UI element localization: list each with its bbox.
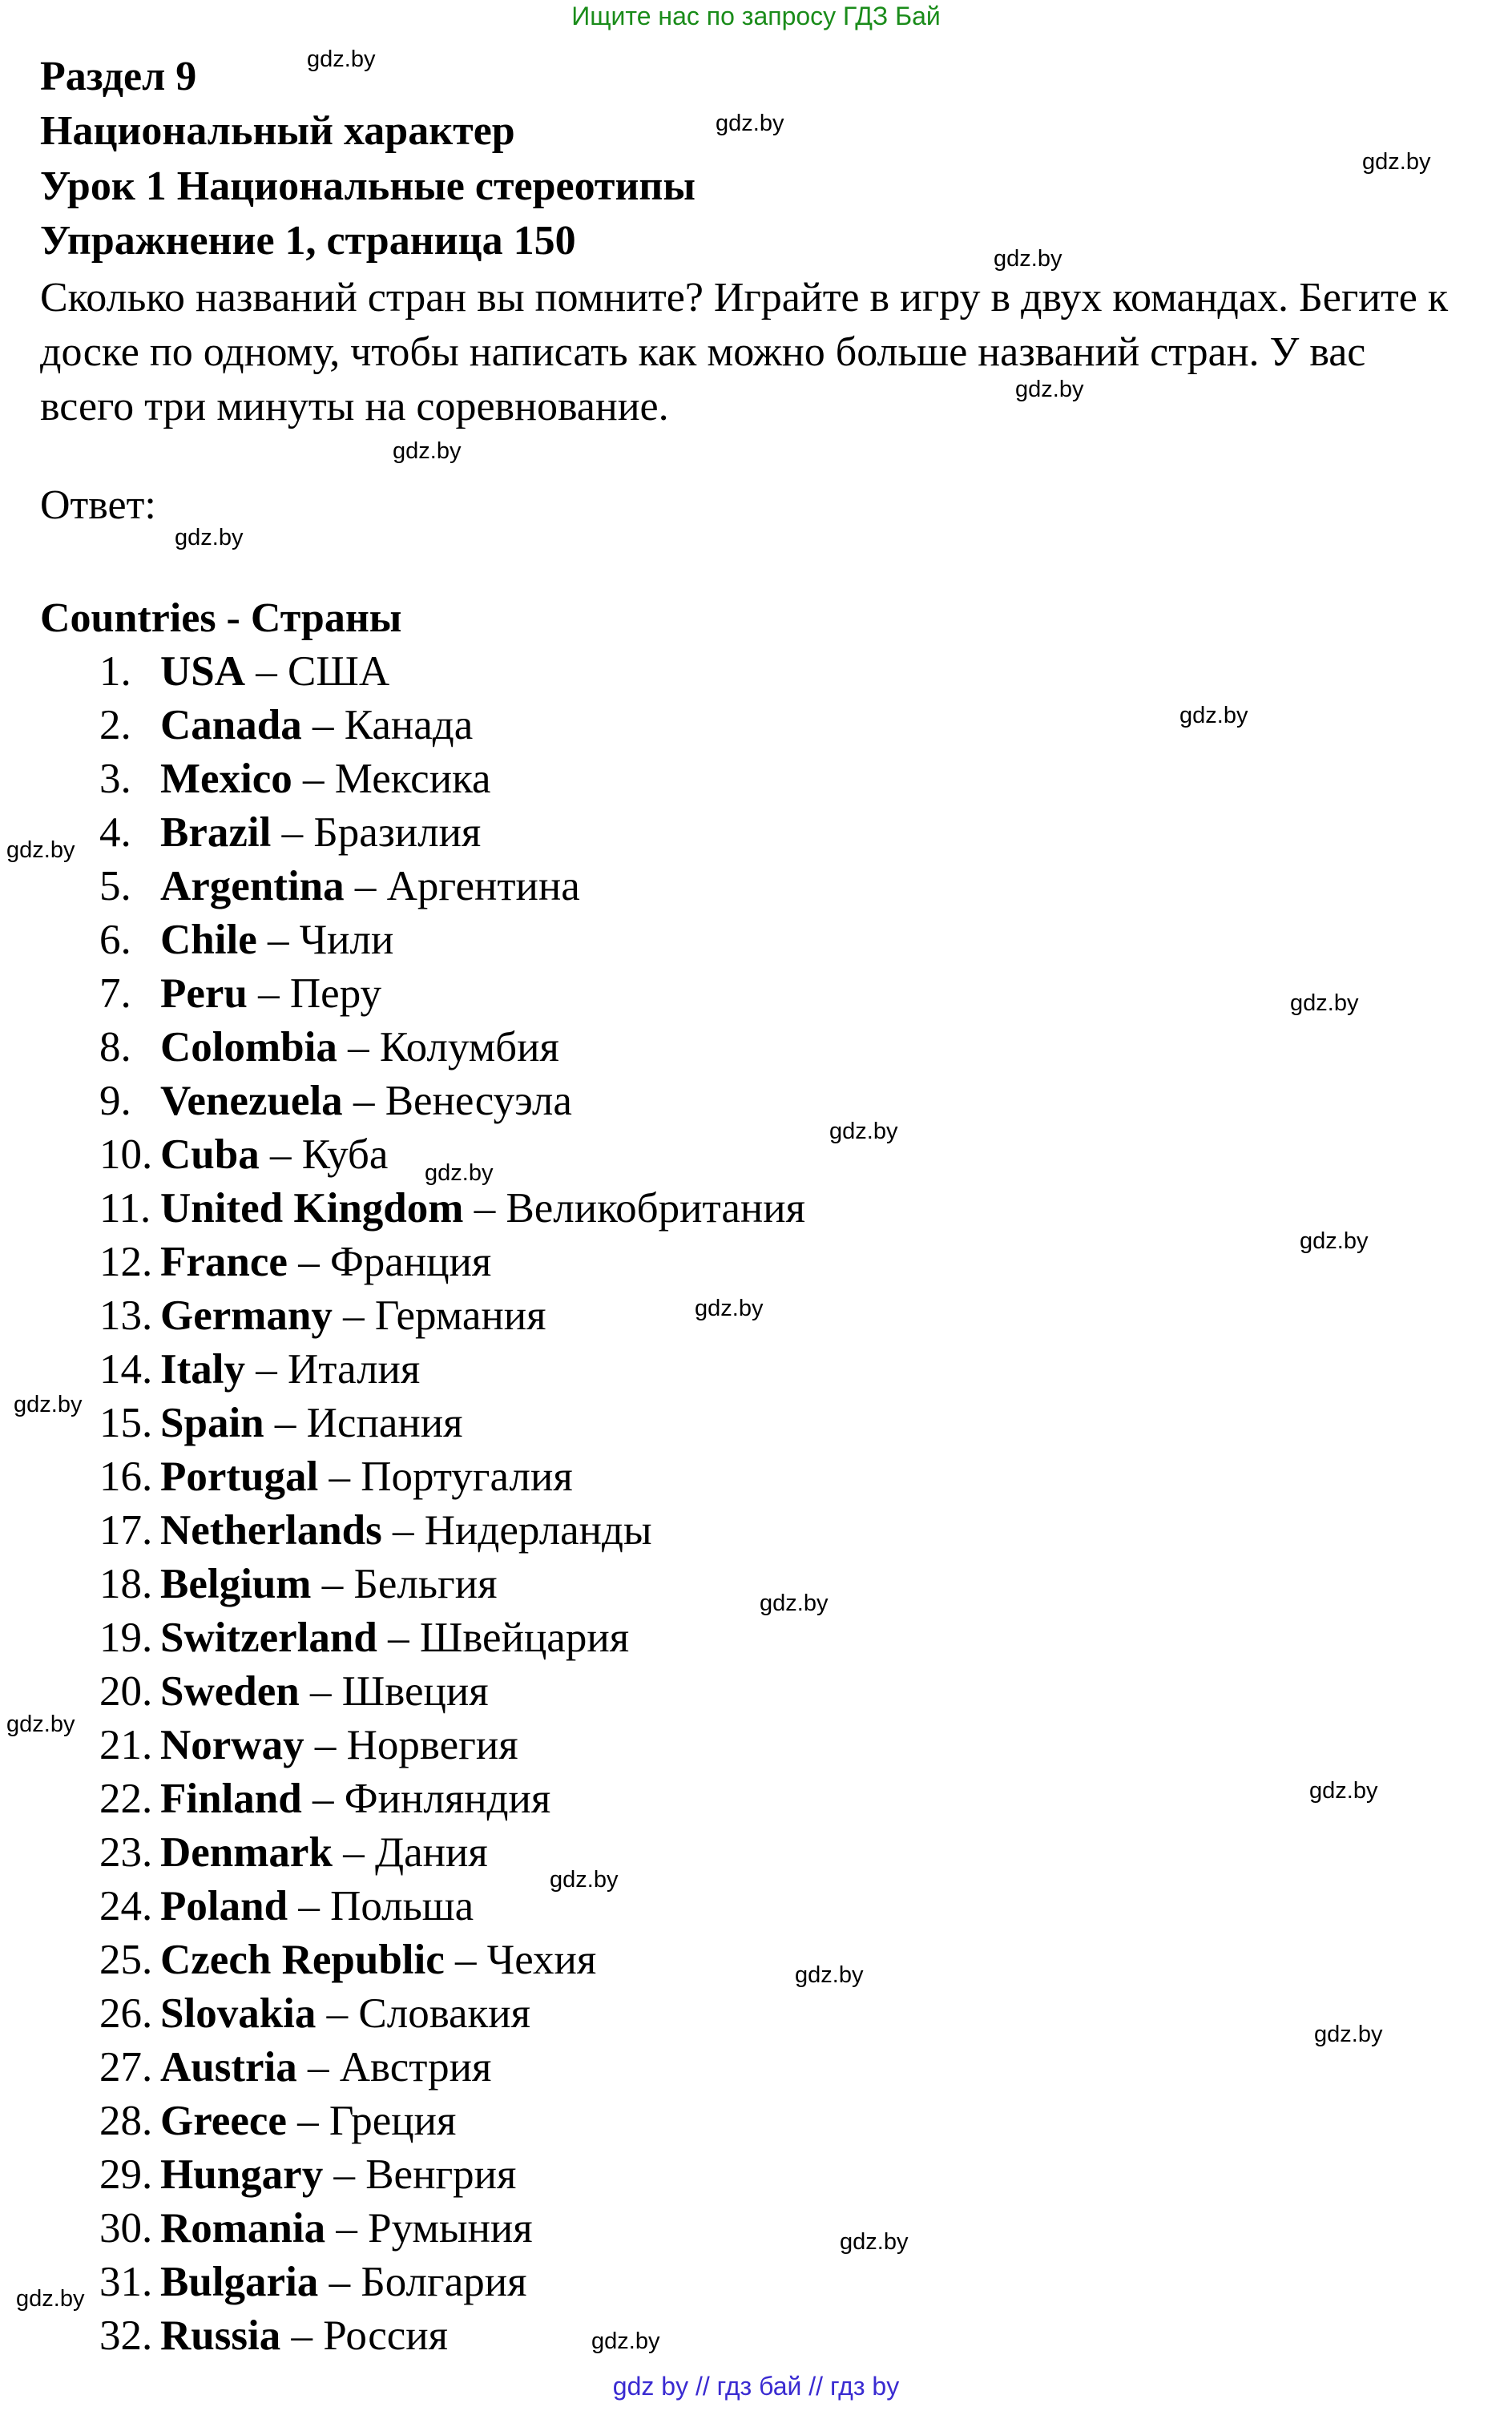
item-number: 7.: [99, 970, 131, 1017]
item-text: [160, 806, 481, 860]
country-english: Germany: [160, 1292, 333, 1339]
item-text: [160, 1933, 596, 1987]
footer-links[interactable]: gdz by // гдз бай // гдз by: [612, 2372, 900, 2401]
item-text: [160, 1719, 518, 1772]
dash-separator: –: [377, 1615, 420, 1661]
item-number: 10.: [99, 1131, 153, 1178]
watermark: gdz.by: [1015, 377, 1084, 402]
watermark: gdz.by: [760, 1591, 829, 1616]
country-russian: Чехия: [486, 1937, 597, 1983]
dash-separator: –: [344, 863, 387, 909]
item-number: 29.: [99, 2151, 153, 2198]
country-russian: Германия: [374, 1292, 546, 1339]
item-text: [160, 913, 393, 967]
item-text: [160, 2202, 533, 2256]
item-number: 20.: [99, 1668, 153, 1715]
item-number: 28.: [99, 2098, 153, 2144]
country-russian: Франция: [329, 1239, 492, 1285]
item-text: [160, 1397, 462, 1450]
top-banner-link[interactable]: Ищите нас по запросу ГДЗ Бай: [571, 2, 941, 30]
item-text: [160, 967, 381, 1021]
item-text: [160, 752, 491, 806]
country-english: Venezuela: [160, 1078, 343, 1124]
item-number: 16.: [99, 1453, 153, 1500]
country-russian: Аргентина: [386, 863, 580, 909]
country-russian: Норвегия: [346, 1722, 518, 1768]
dash-separator: –: [247, 970, 290, 1017]
watermark: gdz.by: [1179, 703, 1248, 728]
country-russian: Великобритания: [506, 1185, 805, 1232]
country-russian: Греция: [329, 2098, 457, 2144]
item-number: 9.: [99, 1078, 131, 1124]
country-english: Greece: [160, 2098, 287, 2144]
dash-separator: –: [299, 1668, 342, 1715]
country-english: Sweden: [160, 1668, 300, 1715]
item-text: [160, 860, 580, 913]
country-russian: США: [288, 648, 390, 695]
country-russian: Швеция: [341, 1668, 489, 1715]
country-english: Romania: [160, 2205, 326, 2252]
item-number: 27.: [99, 2044, 153, 2090]
country-english: Spain: [160, 1400, 264, 1446]
item-text: [160, 1558, 498, 1611]
watermark: gdz.by: [829, 1119, 898, 1144]
country-russian: Канада: [344, 702, 474, 748]
item-text: [160, 1289, 546, 1343]
watermark: gdz.by: [307, 46, 376, 72]
country-english: Argentina: [160, 863, 345, 909]
dash-separator: –: [280, 2312, 324, 2359]
watermark: gdz.by: [716, 111, 784, 136]
country-english: Hungary: [160, 2151, 324, 2198]
country-english: Chile: [160, 917, 257, 963]
country-english: United Kingdom: [160, 1185, 464, 1232]
dash-separator: –: [245, 1346, 288, 1393]
dash-separator: –: [316, 1990, 359, 2037]
dash-separator: –: [325, 2205, 369, 2252]
item-number: 4.: [99, 809, 131, 856]
country-russian: Венесуэла: [385, 1078, 572, 1124]
item-text: [160, 1343, 420, 1397]
dash-separator: –: [318, 1453, 361, 1500]
item-text: [160, 1074, 572, 1128]
country-english: Russia: [160, 2312, 281, 2359]
watermark: gdz.by: [1362, 149, 1431, 175]
country-english: Norway: [160, 1722, 304, 1768]
item-text: [160, 1450, 573, 1504]
country-russian: Финляндия: [344, 1776, 551, 1822]
item-text: [160, 699, 473, 752]
item-number: 2.: [99, 702, 131, 748]
country-russian: Нидерланды: [424, 1507, 652, 1554]
country-english: Brazil: [160, 809, 272, 856]
item-text: [160, 1826, 488, 1880]
dash-separator: –: [332, 1292, 375, 1339]
dash-separator: –: [323, 2151, 366, 2198]
country-english: Portugal: [160, 1453, 319, 1500]
country-russian: Польша: [330, 1883, 474, 1929]
countries-title: Countries - Страны: [40, 595, 402, 641]
item-text: [160, 1880, 474, 1933]
item-number: 1.: [99, 648, 131, 695]
dash-separator: –: [287, 1239, 330, 1285]
watermark: gdz.by: [591, 2328, 660, 2354]
dash-separator: –: [296, 2044, 340, 2090]
watermark: gdz.by: [6, 837, 75, 863]
item-number: 12.: [99, 1239, 153, 1285]
country-russian: Перу: [289, 970, 382, 1017]
dash-separator: –: [301, 702, 345, 748]
item-text: [160, 2309, 448, 2363]
country-russian: Россия: [323, 2312, 448, 2359]
country-english: Slovakia: [160, 1990, 317, 2037]
country-english: Colombia: [160, 1024, 337, 1070]
item-text: [160, 1611, 629, 1665]
item-text: [160, 2148, 516, 2202]
dash-separator: –: [301, 1776, 345, 1822]
dash-separator: –: [332, 1829, 375, 1876]
country-english: Mexico: [160, 756, 292, 802]
watermark: gdz.by: [795, 1962, 864, 1988]
dash-separator: –: [256, 917, 300, 963]
dash-separator: –: [304, 1722, 347, 1768]
watermark: gdz.by: [425, 1160, 494, 1186]
country-russian: Словакия: [358, 1990, 531, 2037]
watermark: gdz.by: [994, 246, 1062, 272]
country-russian: Колумбия: [379, 1024, 559, 1070]
item-text: [160, 1504, 652, 1558]
country-english: Switzerland: [160, 1615, 377, 1661]
country-russian: Венгрия: [365, 2151, 517, 2198]
dash-separator: –: [259, 1131, 302, 1178]
country-english: Czech Republic: [160, 1937, 445, 1983]
country-russian: Бразилия: [313, 809, 482, 856]
item-number: 18.: [99, 1561, 153, 1607]
country-russian: Италия: [288, 1346, 421, 1393]
country-russian: Испания: [306, 1400, 463, 1446]
dash-separator: –: [245, 648, 288, 695]
item-number: 13.: [99, 1292, 153, 1339]
watermark: gdz.by: [695, 1296, 764, 1321]
dash-separator: –: [337, 1024, 380, 1070]
item-number: 25.: [99, 1937, 153, 1983]
country-russian: Дания: [374, 1829, 488, 1876]
watermark: gdz.by: [550, 1867, 619, 1893]
watermark: gdz.by: [14, 1392, 83, 1417]
watermark: gdz.by: [175, 525, 244, 550]
item-text: [160, 2095, 456, 2148]
country-russian: Швейцария: [419, 1615, 630, 1661]
item-number: 15.: [99, 1400, 153, 1446]
item-text: [160, 1021, 559, 1074]
dash-separator: –: [292, 756, 335, 802]
item-number: 14.: [99, 1346, 153, 1393]
item-text: [160, 1665, 489, 1719]
item-number: 8.: [99, 1024, 131, 1070]
exercise-heading: Упражнение 1, страница 150: [40, 218, 576, 264]
country-russian: Болгария: [361, 2259, 527, 2305]
dash-separator: –: [444, 1937, 487, 1983]
item-text: [160, 1987, 530, 2041]
item-number: 32.: [99, 2312, 153, 2359]
item-number: 31.: [99, 2259, 153, 2305]
item-number: 21.: [99, 1722, 153, 1768]
country-english: Peru: [160, 970, 248, 1017]
dash-separator: –: [288, 1883, 331, 1929]
country-english: USA: [160, 648, 246, 695]
item-text: [160, 2041, 491, 2095]
country-russian: Португалия: [361, 1453, 573, 1500]
country-english: Finland: [160, 1776, 302, 1822]
item-text: [160, 645, 389, 699]
dash-separator: –: [318, 2259, 361, 2305]
item-text: [160, 1182, 805, 1236]
item-number: 6.: [99, 917, 131, 963]
dash-separator: –: [271, 809, 314, 856]
lesson-heading: Урок 1 Национальные стереотипы: [40, 163, 696, 209]
item-number: 30.: [99, 2205, 153, 2252]
item-text: [160, 1128, 388, 1182]
watermark: gdz.by: [393, 438, 462, 464]
item-number: 22.: [99, 1776, 153, 1822]
country-english: Poland: [160, 1883, 288, 1929]
item-number: 19.: [99, 1615, 153, 1661]
country-russian: Чили: [299, 917, 394, 963]
dash-separator: –: [463, 1185, 506, 1232]
country-russian: Австрия: [339, 2044, 492, 2090]
item-number: 5.: [99, 863, 131, 909]
country-english: Italy: [160, 1346, 245, 1393]
country-english: France: [160, 1239, 288, 1285]
country-english: Denmark: [160, 1829, 333, 1876]
item-text: [160, 1236, 491, 1289]
item-number: 23.: [99, 1829, 153, 1876]
item-number: 24.: [99, 1883, 153, 1929]
country-russian: Бельгия: [353, 1561, 498, 1607]
country-english: Netherlands: [160, 1507, 382, 1554]
country-russian: Мексика: [334, 756, 491, 802]
country-english: Austria: [160, 2044, 297, 2090]
country-english: Canada: [160, 702, 302, 748]
country-russian: Куба: [301, 1131, 389, 1178]
watermark: gdz.by: [6, 1711, 75, 1737]
country-english: Belgium: [160, 1561, 312, 1607]
watermark: gdz.by: [840, 2229, 909, 2255]
item-number: 3.: [99, 756, 131, 802]
item-number: 17.: [99, 1507, 153, 1554]
dash-separator: –: [264, 1400, 307, 1446]
section-heading: Раздел 9: [40, 54, 197, 99]
dash-separator: –: [286, 2098, 329, 2144]
topic-heading: Национальный характер: [40, 108, 515, 154]
item-text: [160, 2256, 527, 2309]
item-number: 26.: [99, 1990, 153, 2037]
country-russian: Румыния: [368, 2205, 533, 2252]
item-text: [160, 1772, 550, 1826]
answer-label: Ответ:: [40, 482, 156, 528]
task-text: Сколько названий стран вы помните? Играйте в игру в двух командах. Бегите к доске по одному, чтобы написать как можно больше названий стран. У вас всего три минуты на соревнование.: [40, 275, 1449, 429]
item-number: 11.: [99, 1185, 151, 1232]
watermark: gdz.by: [1300, 1228, 1369, 1254]
dash-separator: –: [342, 1078, 385, 1124]
watermark: gdz.by: [1290, 990, 1359, 1016]
dash-separator: –: [311, 1561, 354, 1607]
watermark: gdz.by: [16, 2286, 85, 2312]
country-english: Bulgaria: [160, 2259, 319, 2305]
country-english: Cuba: [160, 1131, 260, 1178]
watermark: gdz.by: [1314, 2022, 1383, 2047]
dash-separator: –: [381, 1507, 425, 1554]
watermark: gdz.by: [1309, 1778, 1378, 1804]
